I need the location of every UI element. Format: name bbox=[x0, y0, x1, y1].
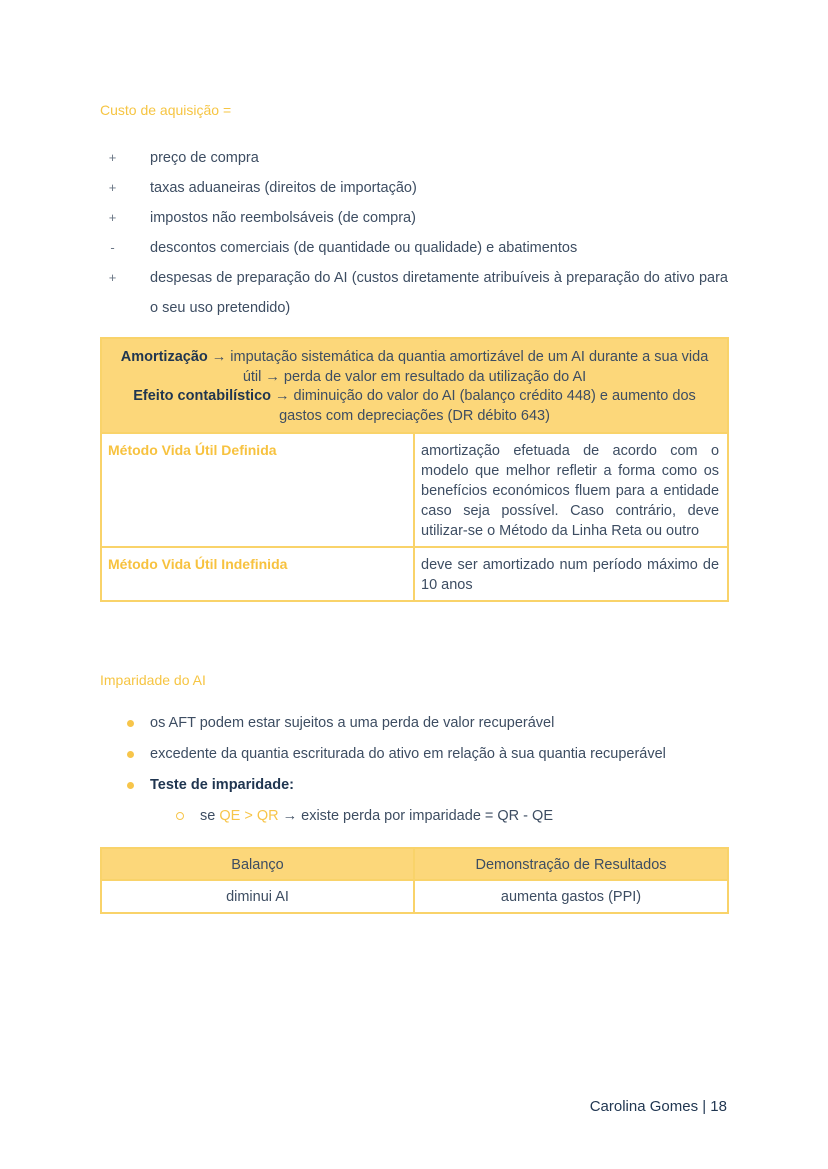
table-row bbox=[101, 433, 728, 547]
table-row bbox=[101, 880, 728, 913]
cost-item bbox=[100, 143, 728, 173]
balance-table bbox=[100, 847, 729, 914]
condition-highlight: QE > QR bbox=[219, 808, 279, 824]
amortization-table bbox=[100, 337, 729, 602]
cost-item bbox=[100, 263, 728, 323]
minus-sign-icon: - bbox=[110, 240, 115, 255]
cost-item-text: impostos não reembolsáveis (de compra) bbox=[150, 210, 416, 226]
page-footer: Carolina Gomes | 18 bbox=[589, 1098, 727, 1115]
cost-item bbox=[100, 203, 728, 233]
impairment-section-title: Imparidade do AI bbox=[100, 672, 206, 688]
list-item-text: excedente da quantia escriturada do ativo em relação à sua quantia recuperável bbox=[150, 746, 666, 762]
impairment-test-label: Teste de imparidade: bbox=[150, 777, 294, 793]
cost-list bbox=[100, 143, 728, 323]
table-row bbox=[101, 547, 728, 601]
amortization-header bbox=[101, 338, 728, 433]
amortization-term: Amortização bbox=[120, 349, 208, 365]
list-item bbox=[100, 770, 740, 801]
cost-item-text: descontos comerciais (de quantidade ou qualidade) e abatimentos bbox=[150, 240, 578, 256]
method-name: Método Vida Útil Definida bbox=[101, 433, 414, 547]
method-description: amortização efetuada de acordo com o modelo que melhor refletir a forma como os benefícios económicos fluem para a entidade caso seja possível. Caso contrário, deve utilizar-se o Método da Linha Reta ou outro bbox=[414, 433, 728, 547]
plus-sign-icon: + bbox=[108, 210, 117, 225]
bullet-dot-icon bbox=[125, 781, 135, 791]
list-item bbox=[100, 708, 740, 739]
bullet-circle-icon bbox=[175, 812, 185, 822]
plus-sign-icon: + bbox=[108, 150, 117, 165]
method-name: Método Vida Útil Indefinida bbox=[101, 547, 414, 601]
amortization-definition: → imputação sistemática da quantia amortizável de um AI durante a sua vida útil → perda de valor em resultado da utilização do AI bbox=[207, 349, 709, 385]
cost-item-text: preço de compra bbox=[150, 150, 259, 166]
cost-item bbox=[100, 173, 728, 203]
list-item bbox=[100, 739, 740, 770]
cost-section-title: Custo de aquisição = bbox=[100, 102, 232, 118]
method-description: deve ser amortizado num período máximo de 10 anos bbox=[414, 547, 728, 601]
sub-list-item bbox=[100, 801, 740, 832]
condition-result: → existe perda por imparidade = QR - QE bbox=[278, 808, 553, 824]
condition-prefix: se bbox=[200, 808, 220, 824]
bullet-dot-icon bbox=[125, 719, 135, 729]
bullet-dot-icon bbox=[125, 750, 135, 760]
accounting-effect-definition: → diminuição do valor do AI (balanço crédito 448) e aumento dos gastos com depreciações (DR débito 643) bbox=[271, 388, 696, 424]
balance-column-header: Balanço bbox=[101, 848, 414, 880]
plus-sign-icon: + bbox=[108, 180, 117, 195]
sub-list-item-text bbox=[200, 801, 553, 832]
cost-item-text: despesas de preparação do AI (custos diretamente atribuíveis à preparação do ativo para o seu uso pretendido) bbox=[150, 270, 728, 316]
plus-sign-icon: + bbox=[108, 270, 117, 285]
accounting-effect-term: Efeito contabilístico bbox=[133, 388, 271, 404]
cost-item bbox=[100, 233, 728, 263]
income-statement-column-header: Demonstração de Resultados bbox=[414, 848, 728, 880]
impairment-list bbox=[100, 708, 740, 832]
income-statement-cell: aumenta gastos (PPI) bbox=[414, 880, 728, 913]
cost-item-text: taxas aduaneiras (direitos de importação) bbox=[150, 180, 417, 196]
balance-cell: diminui AI bbox=[101, 880, 414, 913]
list-item-text: os AFT podem estar sujeitos a uma perda de valor recuperável bbox=[150, 715, 555, 731]
